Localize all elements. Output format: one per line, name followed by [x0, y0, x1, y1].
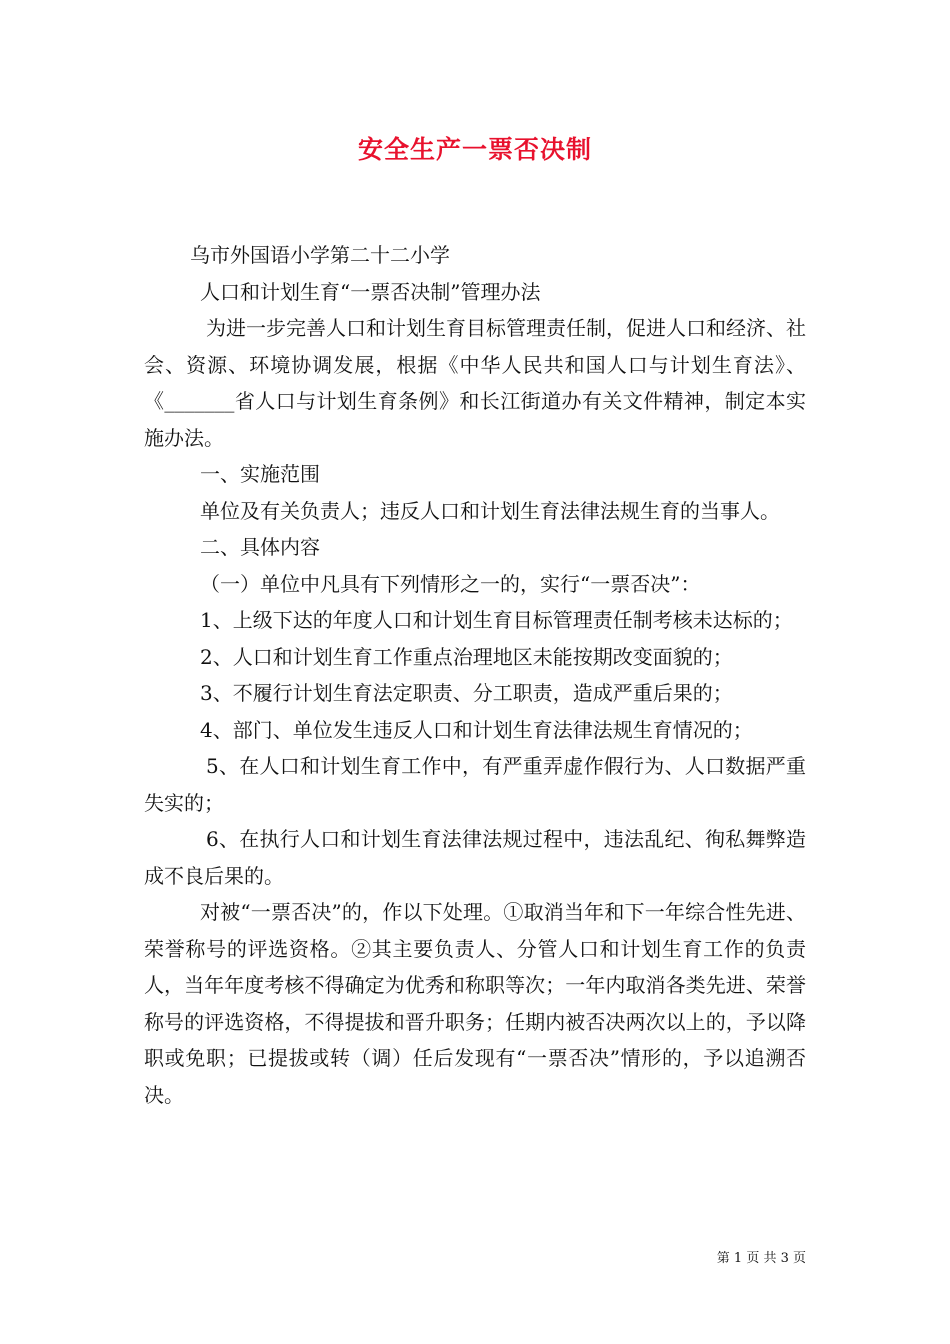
- paragraph-item-intro: （一）单位中凡具有下列情形之一的，实行“一票否决”：: [200, 571, 701, 596]
- section-heading-content: 二、具体内容: [200, 535, 320, 559]
- paragraph-intro: 为进一步完善人口和计划生育目标管理责任制，促进人口和经济、社会、资源、环境协调发展，根据《中华人民共和国人口与计划生育法》、《_______省人口与计划生育条例》和长江街道办有关文件精神，制定本实施办法。: [144, 316, 806, 450]
- document-body: [144, 237, 806, 1113]
- paragraph-subtitle: 人口和计划生育“一票否决制”管理办法: [200, 279, 541, 304]
- list-item-4: 4、部门、单位发生违反人口和计划生育法律法规生育情况的；: [200, 717, 753, 742]
- list-item-5: 5、在人口和计划生育工作中，有严重弄虚作假行为、人口数据严重失实的；: [144, 754, 806, 815]
- list-item-6: 6、在执行人口和计划生育法律法规过程中，违法乱纪、徇私舞弊造成不良后果的。: [144, 827, 806, 888]
- paragraph-scope: 单位及有关负责人；违反人口和计划生育法律法规生育的当事人。: [200, 498, 780, 523]
- document-title: 安全生产一票否决制: [357, 135, 592, 164]
- list-item-1: 1、上级下达的年度人口和计划生育目标管理责任制考核未达标的；: [200, 608, 793, 632]
- section-heading-scope: 一、实施范围: [200, 462, 320, 486]
- page-number: 第 1 页 共 3 页: [716, 1251, 806, 1266]
- paragraph-school-name: 乌市外国语小学第二十二小学: [190, 243, 450, 267]
- list-item-2: 2、人口和计划生育工作重点治理地区未能按期改变面貌的；: [200, 644, 733, 669]
- list-item-3: 3、不履行计划生育法定职责、分工职责，造成严重后果的；: [200, 681, 733, 705]
- paragraph-penalties: 对被“一票否决”的，作以下处理。①取消当年和下一年综合性先进、荣誉称号的评选资格。②其主要负责人、分管人口和计划生育工作的负责人，当年年度考核不得确定为优秀和称职等次；一年内取消各类先进、荣誉称号的评选资格，不得提拔和晋升职务；任期内被否决两次以上的，予以降职或免职；已提拔或转（调）任后发现有“一票否决”情形的，予以追溯否决。: [144, 900, 806, 1107]
